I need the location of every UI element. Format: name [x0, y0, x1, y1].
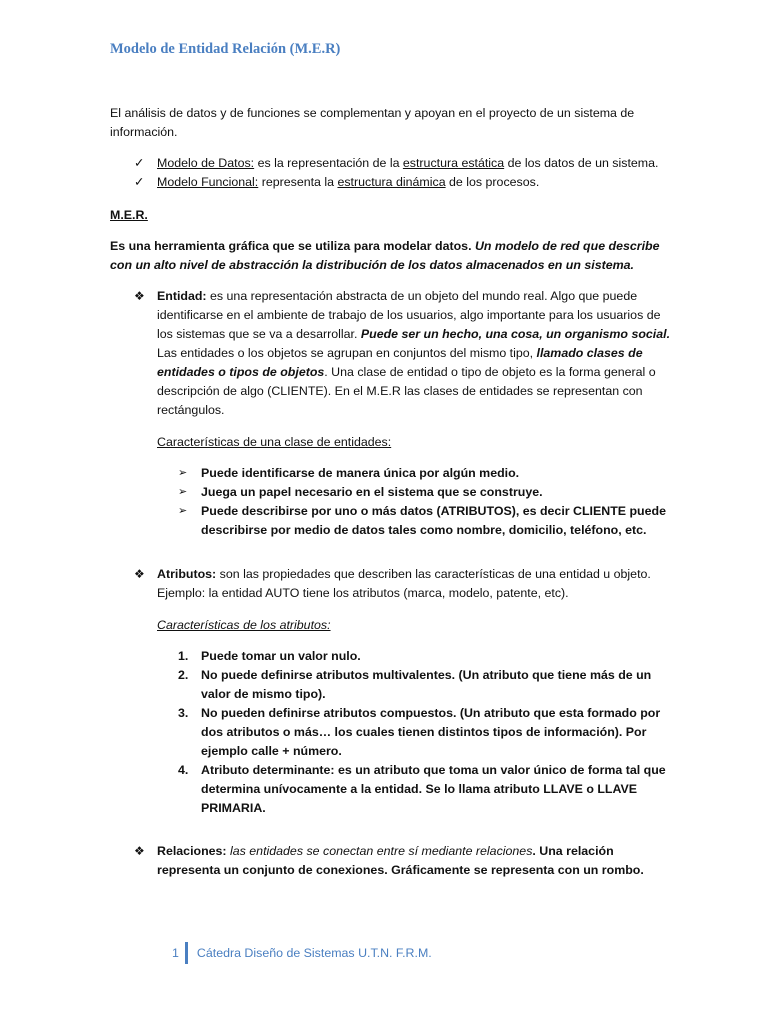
footer-divider: [185, 942, 188, 964]
list-item: 1. Puede tomar un valor nulo.: [110, 647, 670, 666]
diamond-bullet-icon: ❖: [134, 844, 145, 858]
arrow-bullet-icon: ➢: [178, 486, 188, 498]
term: Modelo de Datos:: [157, 156, 255, 170]
arrow-bullet-icon: ➢: [178, 505, 188, 517]
list-item: 3. No pueden definirse atributos compuestos. (Un atributo que esta formado por dos atributos o más… los cuales tienen distintos tipos de información). Por ejemplo calle + número.: [178, 706, 661, 758]
footer-text: Cátedra Diseño de Sistemas U.T.N. F.R.M.: [196, 946, 432, 960]
entidad-paragraph-2: Las entidades o los objetos se agrupan en conjuntos del mismo tipo, llamado clases de entidades o tipos de objetos. Una clase de entidad o tipo de objeto es la forma general o descripción de algo (CLIENTE). En el M.E.R las clases de entidades se representan con rectángulos.: [157, 346, 656, 417]
list-number: 3.: [178, 706, 189, 720]
intro-paragraph: El análisis de datos y de funciones se complementan y apoyan en el proyecto de un sistema de información.: [110, 106, 635, 139]
list-item: ➢ Puede describirse por uno o más datos (ATRIBUTOS), es decir CLIENTE puede describirse por medio de datos tales como nombre, domicilio, teléfono, etc.: [178, 504, 666, 537]
list-item: 4. Atributo determinante: es un atributo que toma un valor único de forma tal que determina unívocamente a la entidad. Se lo llama atributo LLAVE o LLAVE PRIMARIA.: [178, 763, 666, 815]
bullet-atributos: [110, 565, 670, 603]
document-body: [110, 104, 670, 880]
list-item: ➢ Juega un papel necesario en el sistema que se construye.: [110, 483, 670, 502]
term: Modelo Funcional:: [157, 175, 259, 189]
section-heading-mer: M.E.R.: [110, 208, 148, 222]
mer-description: Es una herramienta gráfica que se utiliza para modelar datos. Un modelo de red que describe con un alto nivel de abstracción la distribución de los datos almacenados en un sistema.: [110, 239, 660, 272]
list-item: 2. No puede definirse atributos multivalentes. (Un atributo que tiene más de un valor de mismo tipo).: [178, 668, 652, 701]
atributos-paragraph: Atributos: son las propiedades que describen las características de una entidad u objeto. Ejemplo: la entidad AUTO tiene los atributos (marca, modelo, patente, etc).: [157, 567, 651, 600]
list-number: 4.: [178, 763, 189, 777]
bullet-relaciones: [110, 842, 670, 880]
entidad-characteristics-heading: Características de una clase de entidades:: [157, 435, 392, 449]
bullet-entidad: [110, 287, 670, 420]
checkmark-icon: ✓: [134, 175, 145, 189]
atributos-characteristics-list: [110, 647, 670, 818]
entidad-paragraph-1: Entidad: es una representación abstracta de un objeto del mundo real. Algo que puede identificarse en el ambiente de trabajo de los usuarios, algo importante para los usuarios de los sistemas que se va a desarrollar. Puede ser un hecho, una cosa, un organismo social.: [157, 289, 671, 341]
page-header-title: Modelo de Entidad Relación (M.E.R): [110, 41, 341, 57]
list-item-modelo-datos: ✓ Modelo de Datos: es la representación de la estructura estática de los datos de un sistema.: [110, 154, 670, 173]
list-item-modelo-funcional: ✓ Modelo Funcional: representa la estructura dinámica de los procesos.: [110, 173, 670, 192]
list-item: ➢ Puede identificarse de manera única por algún medio.: [110, 464, 670, 483]
entidad-characteristics-list: [110, 464, 670, 540]
diamond-bullet-icon: ❖: [134, 567, 145, 581]
list-number: 2.: [178, 668, 189, 682]
checkmark-icon: ✓: [134, 156, 145, 170]
relaciones-paragraph: Relaciones: las entidades se conectan entre sí mediante relaciones. Una relación representa un conjunto de conexiones. Gráficamente se representa con un rombo.: [157, 844, 644, 877]
list-number: 1.: [178, 649, 189, 663]
key-phrase: estructura estática: [402, 156, 505, 170]
page-footer: [172, 942, 432, 964]
arrow-bullet-icon: ➢: [178, 467, 188, 479]
key-phrase: estructura dinámica: [337, 175, 446, 189]
atributos-characteristics-heading: Características de los atributos:: [157, 618, 331, 632]
page-number: 1: [172, 946, 179, 960]
models-list: [110, 154, 670, 192]
diamond-bullet-icon: ❖: [134, 289, 145, 303]
